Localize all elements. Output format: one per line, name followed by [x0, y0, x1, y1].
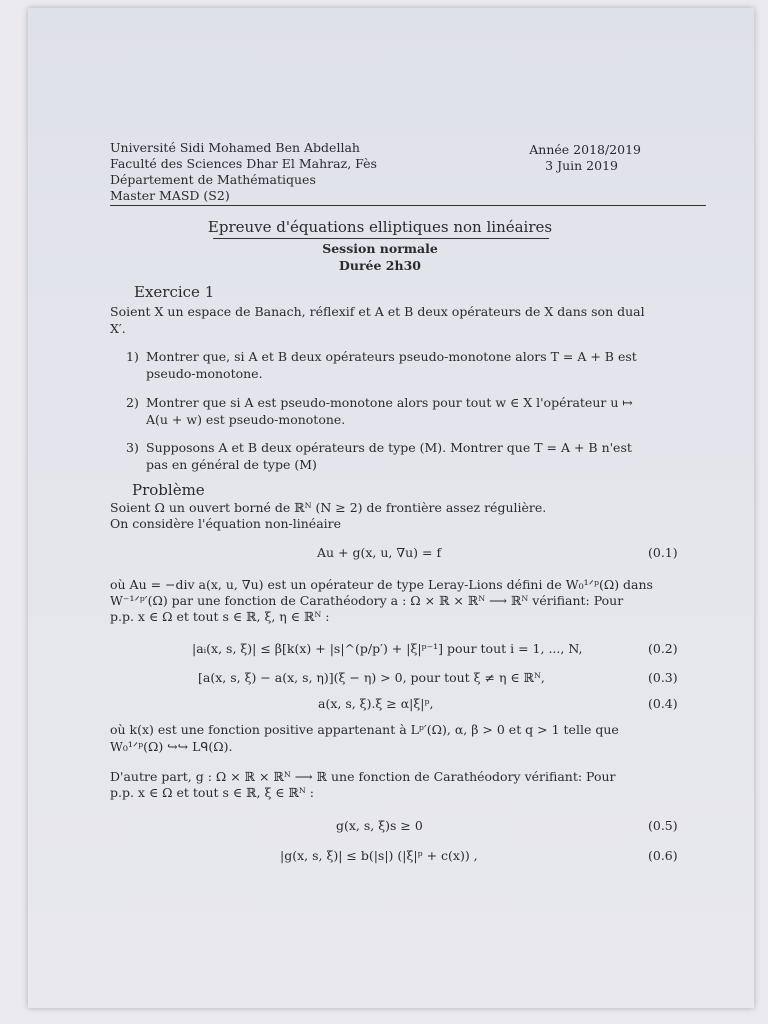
program-name: Master MASD (S2) — [110, 188, 230, 203]
exercise-intro-line: Soient X un espace de Banach, réflexif et A et B deux opérateurs de X dans son dual — [110, 304, 645, 319]
equation-0-5: g(x, s, ξ)s ≥ 0 — [336, 818, 423, 833]
equation-number: (0.6) — [648, 848, 678, 863]
equation-0-6: |g(x, s, ξ)| ≤ b(|s|) (|ξ|ᵖ + c(x)) , — [280, 848, 478, 863]
problem-paragraph-line: où Au = −div a(x, u, ∇u) est un opérateur de type Leray-Lions défini de W₀¹ᐟᵖ(Ω) dans — [110, 577, 653, 592]
title-underline — [213, 238, 549, 239]
item-number: 3) — [126, 440, 139, 455]
problem-paragraph-line: p.p. x ∈ Ω et tout s ∈ ℝ, ξ, η ∈ ℝᴺ : — [110, 609, 330, 624]
department-name: Département de Mathématiques — [110, 172, 316, 187]
problem-intro-line: Soient Ω un ouvert borné de ℝᴺ (N ≥ 2) de frontière assez régulière. — [110, 500, 547, 515]
problem-paragraph-line: D'autre part, g : Ω × ℝ × ℝᴺ ⟶ ℝ une fonction de Carathéodory vérifiant: Pour — [110, 769, 616, 784]
university-name: Université Sidi Mohamed Ben Abdellah — [110, 140, 360, 155]
equation-0-3: [a(x, s, ξ) − a(x, s, η)](ξ − η) > 0, pour tout ξ ≠ η ∈ ℝᴺ, — [198, 670, 545, 685]
equation-number: (0.5) — [648, 818, 678, 833]
problem-paragraph-line: W₀¹ᐟᵖ(Ω) ↪↪ Lᑫ(Ω). — [110, 739, 233, 754]
problem-heading: Problème — [132, 481, 205, 499]
item-number: 1) — [126, 349, 139, 364]
equation-number: (0.4) — [648, 696, 678, 711]
item-text-line: Montrer que si A est pseudo-monotone alors pour tout w ∈ X l'opérateur u ↦ — [146, 395, 633, 410]
equation-number: (0.2) — [648, 641, 678, 656]
problem-intro-line: On considère l'équation non-linéaire — [110, 516, 342, 531]
faculty-name: Faculté des Sciences Dhar El Mahraz, Fès — [110, 156, 377, 171]
equation-0-1: Au + g(x, u, ∇u) = f — [317, 545, 442, 560]
header-rule — [110, 205, 706, 206]
exercise-intro-line: X′. — [110, 321, 126, 336]
item-text-line: pas en général de type (M) — [146, 457, 317, 472]
exam-title: Epreuve d'équations elliptiques non linéaires — [207, 218, 553, 236]
problem-paragraph-line: p.p. x ∈ Ω et tout s ∈ ℝ, ξ ∈ ℝᴺ : — [110, 785, 314, 800]
item-text-line: Supposons A et B deux opérateurs de type (M). Montrer que T = A + B n'est — [146, 440, 632, 455]
exam-sheet — [28, 8, 754, 1008]
equation-number: (0.1) — [648, 545, 678, 560]
session-label: Session normale — [322, 241, 438, 256]
equation-number: (0.3) — [648, 670, 678, 685]
item-text-line: pseudo-monotone. — [146, 366, 263, 381]
item-text-line: A(u + w) est pseudo-monotone. — [146, 412, 346, 427]
equation-0-4: a(x, s, ξ).ξ ≥ α|ξ|ᵖ, — [318, 696, 434, 711]
item-number: 2) — [126, 395, 139, 410]
problem-paragraph-line: où k(x) est une fonction positive appartenant à Lᵖ′(Ω), α, β > 0 et q > 1 telle que — [110, 722, 619, 737]
exercise-heading: Exercice 1 — [134, 283, 215, 301]
item-text-line: Montrer que, si A et B deux opérateurs pseudo-monotone alors T = A + B est — [146, 349, 637, 364]
problem-paragraph-line: W⁻¹ᐟᵖ′(Ω) par une fonction de Carathéodory a : Ω × ℝ × ℝᴺ ⟶ ℝᴺ vérifiant: Pour — [110, 593, 624, 608]
duration-label: Durée 2h30 — [339, 258, 421, 273]
exam-date: 3 Juin 2019 — [545, 158, 618, 173]
academic-year: Année 2018/2019 — [529, 142, 641, 157]
equation-0-2: |aᵢ(x, s, ξ)| ≤ β[k(x) + |s|^(p/p′) + |ξ|ᵖ⁻¹] pour tout i = 1, ..., N, — [192, 641, 583, 656]
